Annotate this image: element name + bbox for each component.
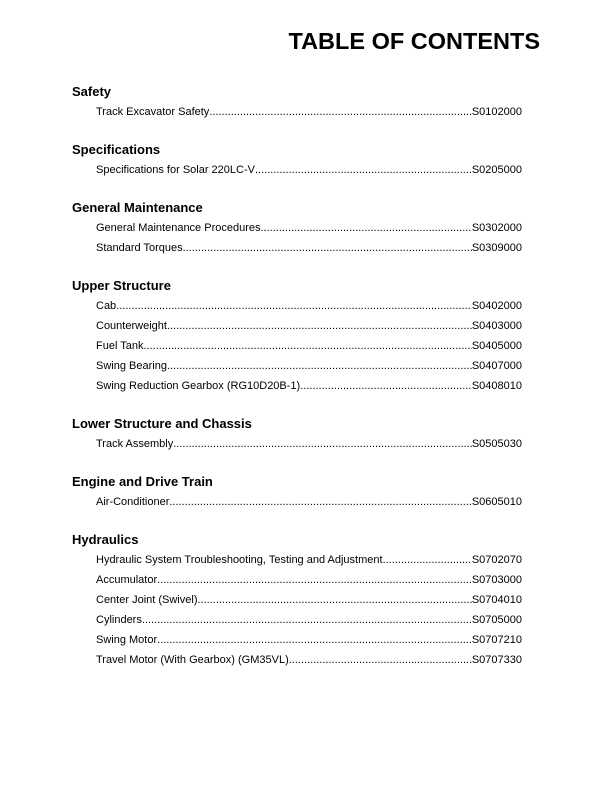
entry-label: Standard Torques	[96, 242, 183, 254]
entry-label: Swing Motor	[96, 634, 158, 646]
toc-entry[interactable]	[96, 238, 522, 258]
toc-entry[interactable]	[96, 610, 522, 630]
toc-entry[interactable]	[96, 218, 522, 238]
toc-section-safety	[72, 82, 522, 122]
entry-code: S0402000	[471, 300, 522, 312]
entry-label: Swing Bearing	[96, 360, 167, 372]
entry-code: S0505030	[471, 438, 522, 450]
section-title: Safety	[72, 84, 112, 99]
entry-code: S0704010	[471, 594, 522, 606]
entry-code: S0102000	[471, 106, 522, 118]
entry-label: General Maintenance Procedures	[96, 222, 261, 234]
entry-code: S0302000	[471, 222, 522, 234]
entry-code: S0407000	[471, 360, 522, 372]
entry-code: S0405000	[471, 340, 522, 352]
entry-label: Center Joint (Swivel)	[96, 594, 198, 606]
toc-entry[interactable]	[96, 590, 522, 610]
dot-leader	[169, 492, 471, 512]
dot-leader	[260, 218, 471, 238]
entry-code: S0605010	[471, 496, 522, 508]
toc-entry[interactable]	[96, 160, 522, 180]
entry-label: Hydraulic System Troubleshooting, Testing and Adjustment	[96, 554, 383, 566]
dot-leader	[173, 434, 472, 454]
toc-section-specifications	[72, 140, 522, 180]
dot-leader	[255, 160, 472, 180]
toc-entry[interactable]	[96, 316, 522, 336]
entry-label: Fuel Tank	[96, 340, 144, 352]
entry-code: S0702070	[471, 554, 522, 566]
toc-entry[interactable]	[96, 570, 522, 590]
dot-leader	[209, 102, 472, 122]
toc-entry[interactable]	[96, 492, 522, 512]
toc-section-general-maintenance	[72, 198, 522, 258]
entry-code: S0703000	[471, 574, 522, 586]
toc-entry[interactable]	[96, 356, 522, 376]
toc-entry[interactable]	[96, 630, 522, 650]
entry-code: S0403000	[471, 320, 522, 332]
section-title: Engine and Drive Train	[72, 474, 213, 489]
entry-label: Travel Motor (With Gearbox) (GM35VL)	[96, 654, 289, 666]
toc-entry[interactable]	[96, 336, 522, 356]
dot-leader	[157, 570, 472, 590]
toc-entry[interactable]	[96, 296, 522, 316]
dot-leader	[142, 610, 472, 630]
section-title: Lower Structure and Chassis	[72, 416, 252, 431]
entry-label: Swing Reduction Gearbox (RG10D20B-1)	[96, 380, 301, 392]
dot-leader	[157, 630, 472, 650]
toc-entry[interactable]	[96, 376, 522, 396]
entry-label: Track Assembly	[96, 438, 174, 450]
page-title: TABLE OF CONTENTS	[288, 28, 540, 54]
toc-entry[interactable]	[96, 434, 522, 454]
entry-label: Air-Conditioner	[96, 496, 170, 508]
section-title: Specifications	[72, 142, 161, 157]
entry-code: S0205000	[471, 164, 522, 176]
dot-leader	[167, 356, 472, 376]
dot-leader	[167, 316, 472, 336]
section-title: General Maintenance	[72, 200, 203, 215]
dot-leader	[116, 296, 472, 316]
dot-leader	[197, 590, 471, 610]
toc-entry[interactable]	[96, 550, 522, 570]
entry-label: Cylinders	[96, 614, 142, 626]
entry-code: S0408010	[471, 380, 522, 392]
toc-section-hydraulics	[72, 530, 522, 670]
dot-leader	[183, 238, 472, 258]
entry-label: Track Excavator Safety	[96, 106, 210, 118]
dot-leader	[289, 650, 472, 670]
table-of-contents	[72, 82, 522, 688]
toc-section-upper-structure	[72, 276, 522, 396]
dot-leader	[300, 376, 472, 396]
toc-section-lower-structure	[72, 414, 522, 454]
toc-entry[interactable]	[96, 102, 522, 122]
entry-label: Accumulator	[96, 574, 158, 586]
entry-code: S0707210	[471, 634, 522, 646]
toc-section-engine-drive-train	[72, 472, 522, 512]
entry-label: Counterweight	[96, 320, 167, 332]
section-title: Hydraulics	[72, 532, 139, 547]
section-title: Upper Structure	[72, 278, 171, 293]
entry-code: S0309000	[471, 242, 522, 254]
entry-label: Cab	[96, 300, 117, 312]
entry-code: S0707330	[471, 654, 522, 666]
entry-label: Specifications for Solar 220LC-V	[96, 164, 255, 176]
dot-leader	[383, 550, 472, 570]
toc-entry[interactable]	[96, 650, 522, 670]
dot-leader	[144, 336, 472, 356]
entry-code: S0705000	[471, 614, 522, 626]
